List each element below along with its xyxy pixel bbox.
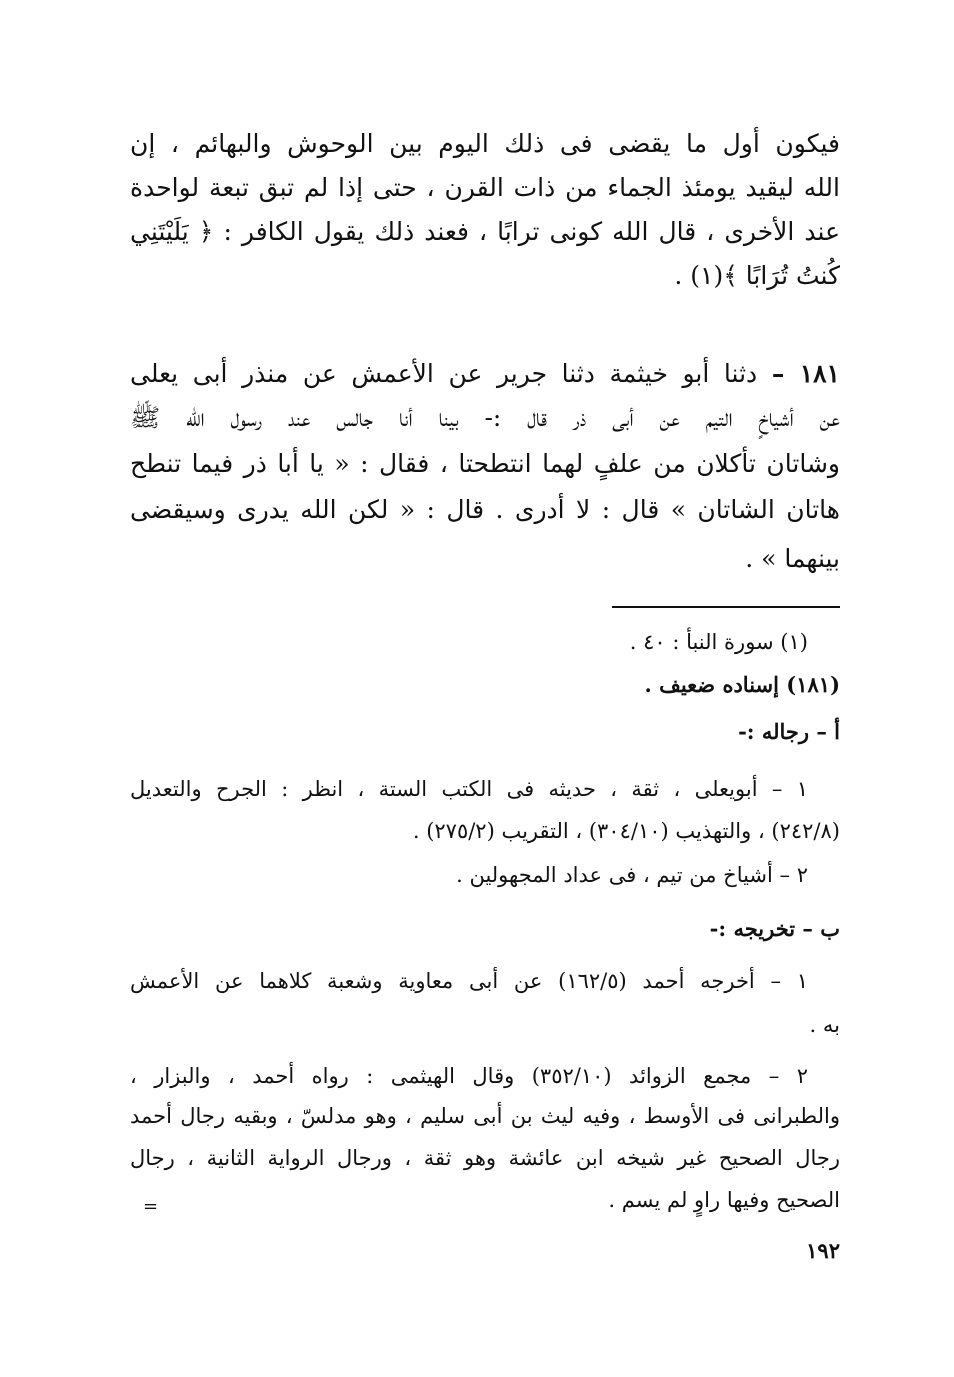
hadith-181-line5: بينهما » . [745,544,840,573]
section-b-item2-line4: الصحيح وفيها راوٍ لم يسم . [608,1188,840,1212]
hadith-181-line2: عن أشياخٍ التيم عن أبى ذر قال :- بينا أنا جالس عند رسول الله ﷺ [130,403,840,432]
paragraph1-line1: فيكون أول ما يقضى فى ذلك اليوم بين الوحوش والبهائم ، إن [130,129,840,158]
section-a-heading: أ – رجاله :- [738,719,840,744]
page-number: ١٩٢ [806,1238,840,1263]
paragraph1-line3: عند الأخرى ، قال الله كونى ترابًا ، فعند ذلك يقول الكافر : ﴿ يَلَيْتَنِي [130,217,840,246]
hadith-181-line4: هاتان الشاتان » قال : لا أدرى . قال : « لكن الله يدرى وسيقضى [130,495,840,524]
footnote-1: (١) سورة النبأ : ٤٠ . [629,630,808,654]
footnote-181-heading: (١٨١) إسناده ضعيف . [644,672,840,697]
section-b-item2-line3: رجال الصحيح غير شيخه ابن عائشة وهو ثقة ، ورجال الرواية الثانية ، رجال [130,1146,840,1170]
continuation-mark: = [143,1196,159,1217]
section-b-item1-line2: به . [809,1013,840,1037]
hadith-181-line1-text: دثنا أبو خيثمة دثنا جرير عن الأعمش عن منذر أبى يعلى [130,359,758,388]
section-b-item2-line2: والطبرانى فى الأوسط ، وفيه ليث بن أبى سليم ، وهو مدلسّ ، وبقيه رجال أحمد [130,1104,840,1128]
section-a-item1-line1: ١ – أبويعلى ، ثقة ، حديثه فى الكتب الستة ، انظر : الجرح والتعديل [130,777,808,801]
hadith-181-line1 [130,352,840,396]
section-a-item1-line2: (٢٤٢/٨) ، والتهذيب (٣٠٤/١٠) ، التقريب (٢٧٥/٢) . [412,819,840,843]
section-b-heading: ب – تخريجه :- [709,916,840,941]
footnote-separator [612,606,840,608]
section-a-item2: ٢ – أشياخ من تيم ، فى عداد المجهولين . [456,863,808,887]
hadith-181-line3: وشاتان تأكلان من علفٍ لهما انتطحتا ، فقال : « يا أبا ذر فيما تنطح [130,449,840,478]
paragraph1-line2: الله ليقيد يومئذ الجماء من ذات القرن ، حتى إذا لم تبق تبعة لواحدة [130,173,840,202]
section-b-item1-line1: ١ – أخرجه أحمد (١٦٢/٥) عن أبى معاوية وشعبة كلاهما عن الأعمش [130,969,808,993]
section-b-item2-line1: ٢ – مجمع الزوائد (٣٥٢/١٠) وقال الهيثمى : رواه أحمد ، والبزار ، [130,1064,808,1088]
hadith-number: ١٨١ – [771,359,840,388]
paragraph1-line4: كُنتُ تُرَابًا ﴾(١) . [674,261,840,290]
